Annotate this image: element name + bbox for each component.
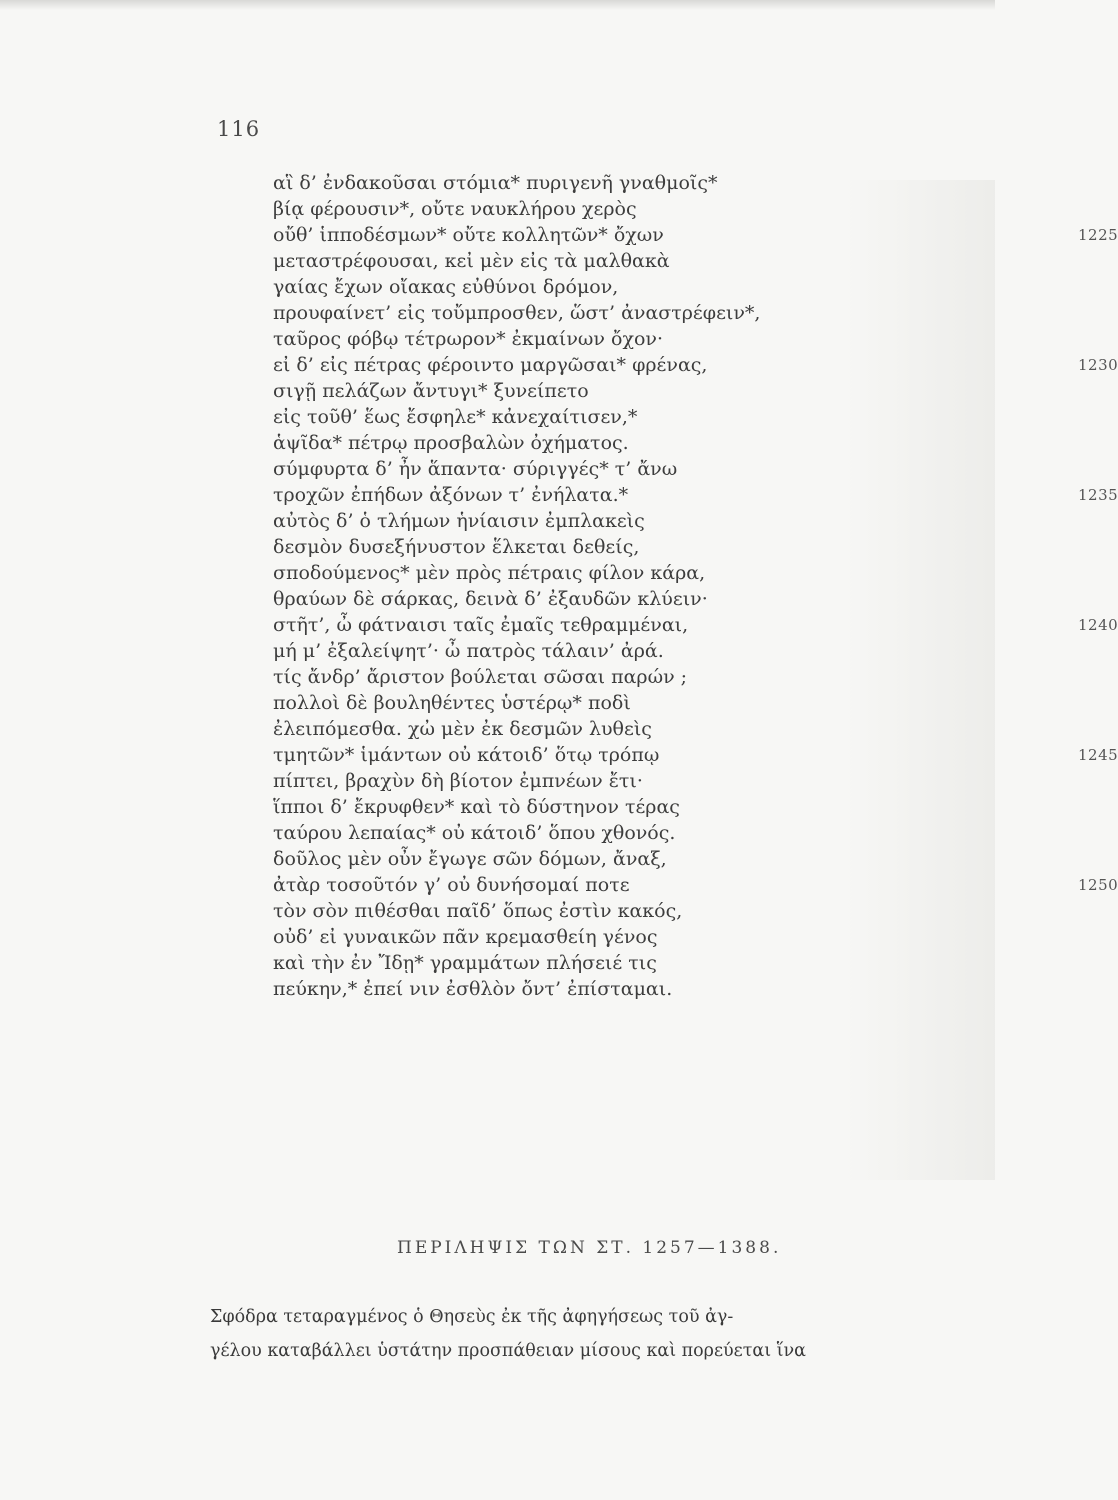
verse-text: εἰ δ’ εἰς πέτρας φέροιντο μαργῶσαι* φρένας, <box>273 354 708 376</box>
verse-text: θραύων δὲ σάρκας, δεινὰ δ’ ἐξαυδῶν κλύειν· <box>273 588 708 610</box>
verse-text: προυφαίνετ’ εἰς τοὔμπροσθεν, ὥστ’ ἀναστρέφειν*, <box>273 302 761 324</box>
verse-text: πολλοὶ δὲ βουληθέντες ὑστέρῳ* ποδὶ <box>273 692 631 714</box>
verse-text: στῆτ’, ὦ φάτναισι ταῖς ἐμαῖς τεθραμμέναι, <box>273 614 689 636</box>
verse-text: δοῦλος μὲν οὖν ἔγωγε σῶν δόμων, ἄναξ, <box>273 848 667 870</box>
verse-text: καὶ τὴν ἐν Ἴδῃ* γραμμάτων πλήσειέ τις <box>273 952 657 974</box>
verse-text: βίᾳ φέρουσιν*, οὔτε ναυκλήρου χερὸς <box>273 198 637 220</box>
verse-line <box>273 716 760 742</box>
verse-line <box>273 638 760 664</box>
verse-line <box>273 872 1118 898</box>
verse-text: οὔθ’ ἱπποδέσμων* οὔτε κολλητῶν* ὄχων <box>273 224 664 246</box>
verse-line <box>273 222 1118 248</box>
verse-text: ταῦρος φόβῳ τέτρωρον* ἐκμαίνων ὄχον· <box>273 328 663 350</box>
verse-line <box>273 248 760 274</box>
verse-line <box>273 924 760 950</box>
verse-text: μή μ’ ἐξαλείψητ’· ὦ πατρὸς τάλαιν’ ἀρά. <box>273 640 664 662</box>
verse-line <box>273 742 1118 768</box>
verse-line <box>273 586 760 612</box>
line-number: 1235 <box>1078 486 1118 504</box>
verse-text: δεσμὸν δυσεξήνυστον ἕλκεται δεθείς, <box>273 536 640 558</box>
line-number: 1240 <box>1078 616 1118 634</box>
verse-text: μεταστρέφουσαι, κεἰ μὲν εἰς τὰ μαλθακὰ <box>273 250 670 272</box>
show-through-shadow <box>845 180 995 1180</box>
verse-line <box>273 300 760 326</box>
verse-text: ἀτὰρ τοσοῦτόν γ’ οὐ δυνήσομαί ποτε <box>273 874 630 896</box>
verse-text: ἵπποι δ’ ἔκρυφθεν* καὶ τὸ δύστηνον τέρας <box>273 796 680 818</box>
verse-line <box>273 326 760 352</box>
line-number: 1245 <box>1078 746 1118 764</box>
verse-text: ἐλειπόμεσθα. χὠ μὲν ἐκ δεσμῶν λυθεὶς <box>273 718 652 740</box>
verse-text: γαίας ἔχων οἴακας εὐθύνοι δρόμον, <box>273 276 619 298</box>
verse-line <box>273 534 760 560</box>
section-heading: ΠΕΡΙΛΗΨΙΣ ΤΩΝ ΣΤ. 1257—1388. <box>397 1238 782 1258</box>
verse-text: αὐτὸς δ’ ὁ τλήμων ἡνίαισιν ἐμπλακεὶς <box>273 510 645 532</box>
verse-line <box>273 196 760 222</box>
verse-line <box>273 612 1118 638</box>
verse-line <box>273 482 1118 508</box>
verse-line <box>273 274 760 300</box>
verse-text: ἁψῖδα* πέτρῳ προσβαλὼν ὀχήματος. <box>273 432 629 454</box>
verse-line <box>273 846 760 872</box>
verse-text: τμητῶν* ἱμάντων οὐ κάτοιδ’ ὅτῳ τρόπῳ <box>273 744 660 766</box>
summary-paragraph <box>210 1300 882 1368</box>
verse-block <box>273 170 1118 1002</box>
verse-line <box>273 560 760 586</box>
verse-text: σύμφυρτα δ’ ἦν ἅπαντα· σύριγγές* τ’ ἄνω <box>273 458 678 480</box>
verse-line <box>273 976 760 1002</box>
verse-line <box>273 430 760 456</box>
verse-text: οὐδ’ εἰ γυναικῶν πᾶν κρεμασθείη γένος <box>273 926 658 948</box>
verse-line <box>273 170 760 196</box>
verse-text: ταύρου λεπαίας* οὐ κάτοιδ’ ὅπου χθονός. <box>273 822 676 844</box>
verse-text: σιγῇ πελάζων ἄντυγι* ξυνείπετο <box>273 380 589 402</box>
verse-text: σποδούμενος* μὲν πρὸς πέτραις φίλον κάρα, <box>273 562 706 584</box>
verse-line <box>273 508 760 534</box>
verse-line <box>273 690 760 716</box>
verse-line <box>273 768 760 794</box>
page-top-edge <box>0 0 995 10</box>
verse-line <box>273 378 760 404</box>
verse-line <box>273 404 760 430</box>
verse-line <box>273 820 760 846</box>
verse-text: τίς ἄνδρ’ ἄριστον βούλεται σῶσαι παρών ; <box>273 666 688 688</box>
verse-text: πίπτει, βραχὺν δὴ βίοτον ἐμπνέων ἔτι· <box>273 770 643 792</box>
line-number: 1225 <box>1078 226 1118 244</box>
verse-line <box>273 794 760 820</box>
page-number: 116 <box>217 117 261 141</box>
verse-line <box>273 950 760 976</box>
summary-line: γέλου καταβάλλει ὑστάτην προσπάθειαν μίσους καὶ πορεύεται ἵνα <box>210 1341 806 1361</box>
verse-text: τροχῶν ἐπήδων ἀξόνων τ’ ἐνήλατα.* <box>273 484 629 506</box>
verse-text: εἰς τοῦθ’ ἕως ἔσφηλε* κἀνεχαίτισεν,* <box>273 406 638 428</box>
verse-text: αἳ δ’ ἐνδακοῦσαι στόμια* πυριγενῆ γναθμοῖς* <box>273 172 718 194</box>
line-number: 1230 <box>1078 356 1118 374</box>
summary-line: Σφόδρα τεταραγμένος ὁ Θησεὺς ἐκ τῆς ἀφηγήσεως τοῦ ἀγ- <box>210 1307 734 1327</box>
verse-text: πεύκην,* ἐπεί νιν ἐσθλὸν ὄντ’ ἐπίσταμαι. <box>273 978 673 1000</box>
verse-line <box>273 898 760 924</box>
verse-line <box>273 664 760 690</box>
verse-line <box>273 456 760 482</box>
verse-text: τὸν σὸν πιθέσθαι παῖδ’ ὅπως ἐστὶν κακός, <box>273 900 683 922</box>
verse-line <box>273 352 1118 378</box>
line-number: 1250 <box>1078 876 1118 894</box>
